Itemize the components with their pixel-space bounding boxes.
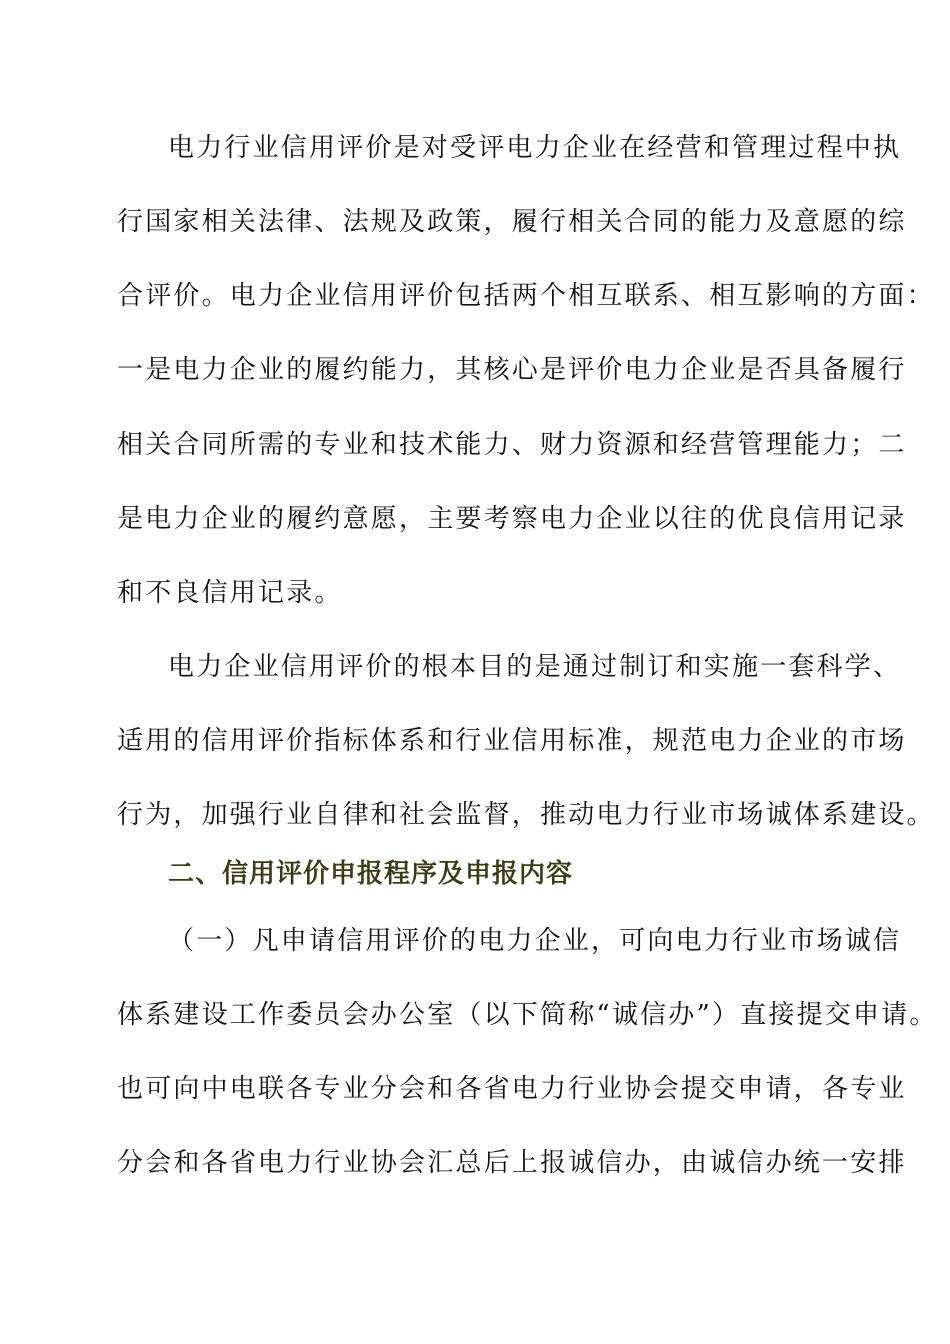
section-heading: 二、信用评价申报程序及申报内容 — [168, 859, 574, 889]
paragraph-3-line-4: 分会和各省电力行业协会汇总后上报诚信办，由诚信办统一安排 — [117, 1148, 907, 1178]
paragraph-1-line-2: 行国家相关法律、法规及政策，履行相关合同的能力及意愿的综 — [117, 207, 907, 237]
paragraph-3-line-1: （一）凡申请信用评价的电力企业，可向电力行业市场诚信 — [168, 926, 902, 956]
paragraph-1-line-3: 合评价。电力企业信用评价包括两个相互联系、相互影响的方面： — [117, 281, 935, 311]
paragraph-2-line-1: 电力企业信用评价的根本目的是通过制订和实施一套科学、 — [168, 652, 902, 682]
paragraph-1-line-7: 和不良信用记录。 — [117, 578, 343, 608]
paragraph-3-line-2: 体系建设工作委员会办公室（以下简称“诚信办”）直接提交申请。 — [117, 1000, 938, 1030]
paragraph-2-line-2: 适用的信用评价指标体系和行业信用标准，规范电力企业的市场 — [117, 726, 907, 756]
paragraph-1-line-5: 相关合同所需的专业和技术能力、财力资源和经营管理能力；二 — [117, 430, 907, 460]
paragraph-1-line-1: 电力行业信用评价是对受评电力企业在经营和管理过程中执 — [168, 133, 902, 163]
paragraph-1-line-6: 是电力企业的履约意愿，主要考察电力企业以往的优良信用记录 — [117, 504, 907, 534]
paragraph-1-line-4: 一是电力企业的履约能力，其核心是评价电力企业是否具备履行 — [117, 355, 907, 385]
paragraph-2-line-3: 行为，加强行业自律和社会监督，推动电力行业市场诚体系建设。 — [117, 800, 935, 830]
paragraph-3-line-3: 也可向中电联各专业分会和各省电力行业协会提交申请，各专业 — [117, 1074, 907, 1104]
